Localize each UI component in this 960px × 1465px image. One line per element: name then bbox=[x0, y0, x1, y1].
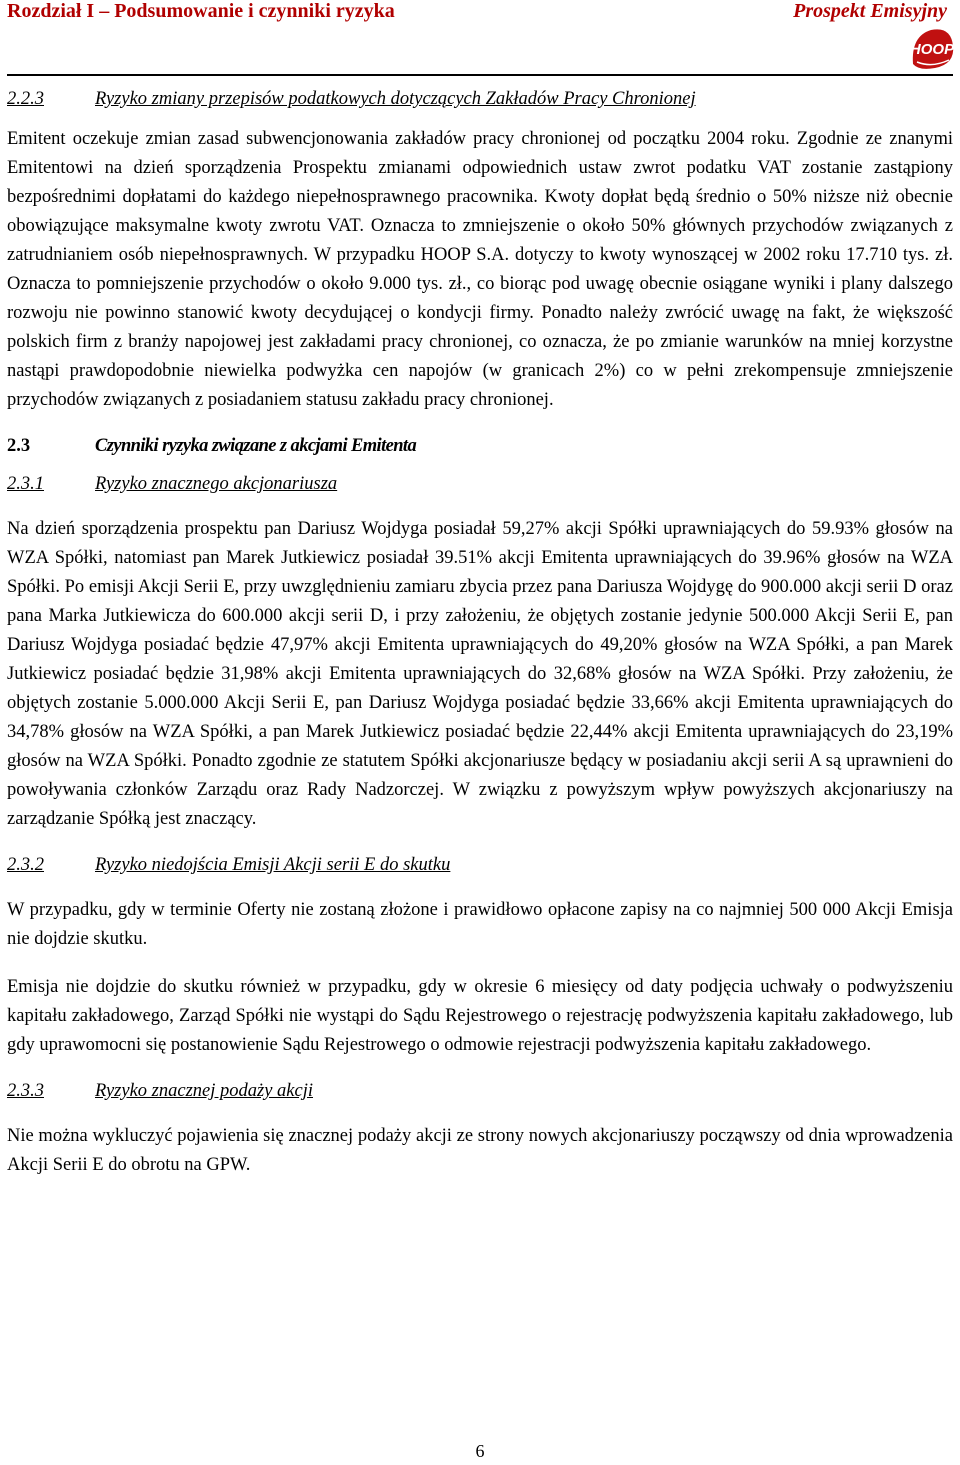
page-content bbox=[7, 87, 953, 1180]
page-number: 6 bbox=[475, 1441, 485, 1461]
section-title: Czynniki ryzyka związane z akcjami Emitenta bbox=[95, 436, 417, 456]
header-rule bbox=[7, 74, 953, 76]
subsection-heading-2-3-1 bbox=[7, 472, 953, 496]
logo-text: HOOP bbox=[909, 41, 955, 58]
hoop-logo bbox=[907, 24, 957, 72]
subsection-title: Ryzyko znacznego akcjonariusza bbox=[95, 474, 338, 494]
subsection-title: Ryzyko niedojścia Emisji Akcji serii E do skutku bbox=[95, 855, 451, 875]
paragraph: Nie można wykluczyć pojawienia się znacznej podaży akcji ze strony nowych akcjonariuszy począwszy od dnia wprowadzenia Akcji Serii E do obrotu na GPW. bbox=[7, 1126, 953, 1175]
paragraph: Emisja nie dojdzie do skutku również w przypadku, gdy w okresie 6 miesięcy od daty podjęcia uchwały o podwyższeniu kapitału zakładowego, Zarząd Spółki nie wystąpi do Sądu Rejestrowego o rejestrację podwyższenia kapitału zakładowego, lub gdy uprawomocni się postanowienie Sądu Rejestrowego o odmowie rejestracji podwyższenia kapitału zakładowego. bbox=[7, 977, 953, 1055]
document-title: Prospekt Emisyjny bbox=[793, 0, 947, 22]
subsection-title: Ryzyko zmiany przepisów podatkowych dotyczących Zakładów Pracy Chronionej bbox=[95, 89, 696, 109]
subsection-title: Ryzyko znacznej podaży akcji bbox=[95, 1081, 313, 1101]
paragraph: Emitent oczekuje zmian zasad subwencjonowania zakładów pracy chronionej od początku 2004 roku. Zgodnie ze znanymi Emitentowi na dzień sporządzenia Prospektu zmianami odpowiednich ustaw zwrot podatku VAT zostanie zastąpiony bezpośrednimi dopłatami do każdego niepełnosprawnego pracownika. Kwoty dopłat będą średnio o 50% niższe niż obecnie obowiązujące maksymalne kwoty zwrotu VAT. Oznacza to zmniejszenie o około 50% głównych przychodów związanych z zatrudnianiem osób niepełnosprawnych. W przypadku HOOP S.A. dotyczy to kwoty wynoszącej w 2002 roku 17.710 tys. zł. Oznacza to pomniejszenie przychodów o około 9.000 tys. zł., co biorąc pod uwagę obecnie osiągane wyniki i plany dalszego rozwoju nie powinno stanowić kwoty decydującej o kondycji firmy. Ponadto należy zwrócić uwagę na fakt, że większość polskich firm z branży napojowej jest zakładami pracy chronionej, co oznacza, że po zmianie warunków na mniej korzystne nastąpi prawdopodobnie niewielka podwyżka cen napojów (w granicach 2%) co w pełni zrekompensuje zmniejszenie przychodów związanych z posiadaniem statusu zakładu pracy chronionej. bbox=[7, 129, 953, 410]
subsection-heading-2-2-3 bbox=[7, 87, 953, 111]
subsection-number: 2.3.3 bbox=[7, 1081, 44, 1101]
paragraph: Na dzień sporządzenia prospektu pan Dariusz Wojdyga posiadał 59,27% akcji Spółki uprawniających do 59.93% głosów na WZA Spółki, natomiast pan Marek Jutkiewicz posiadał 39.51% akcji Emitenta uprawniających do 39.96% głosów na WZA Spółki. Po emisji Akcji Serii E, przy uwzględnieniu zamiaru zbycia przez pana Dariusza Wojdygę do 900.000 akcji serii D oraz pana Marka Jutkiewicza do 600.000 akcji serii D, i przy założeniu, że objętych zostanie jedynie 500.000 Akcji Serii E, pan Dariusz Wojdyga posiadać będzie 47,97% akcji Emitenta uprawniających do 49,20% głosów na WZA Spółki, a pan Marek Jutkiewicz posiadać będzie 31,98% akcji Emitenta uprawniających do 32,68% głosów na WZA Spółki. Przy założeniu, że objętych zostanie 5.000.000 Akcji Serii E, pan Dariusz Wojdyga posiadać będzie 33,66% akcji Emitenta uprawniających do 34,78% głosów na WZA Spółki, a pan Marek Jutkiewicz posiadać będzie 22,44% akcji Emitenta uprawniających do 23,19% głosów na WZA Spółki. Ponadto zgodnie ze statutem Spółki akcjonariusze będący w posiadaniu akcji serii A są uprawnieni do powoływania członków Zarządu oraz Rady Nadzorczej. W związku z powyższym wpływ powyższych akcjonariuszy na zarządzanie Spółką jest znaczący. bbox=[7, 519, 953, 829]
paragraph: W przypadku, gdy w terminie Oferty nie zostaną złożone i prawidłowo opłacone zapisy na co najmniej 500 000 Akcji Emisja nie dojdzie skutku. bbox=[7, 900, 953, 949]
subsection-number: 2.3.1 bbox=[7, 474, 44, 494]
page-header bbox=[7, 0, 953, 30]
subsection-heading-2-3-3 bbox=[7, 1079, 953, 1103]
subsection-number: 2.3.2 bbox=[7, 855, 44, 875]
chapter-title: Rozdział I – Podsumowanie i czynniki ryzyka bbox=[7, 0, 395, 22]
section-heading-2-3 bbox=[7, 434, 953, 458]
subsection-heading-2-3-2 bbox=[7, 853, 953, 877]
subsection-number: 2.2.3 bbox=[7, 89, 44, 109]
section-number: 2.3 bbox=[7, 436, 31, 456]
